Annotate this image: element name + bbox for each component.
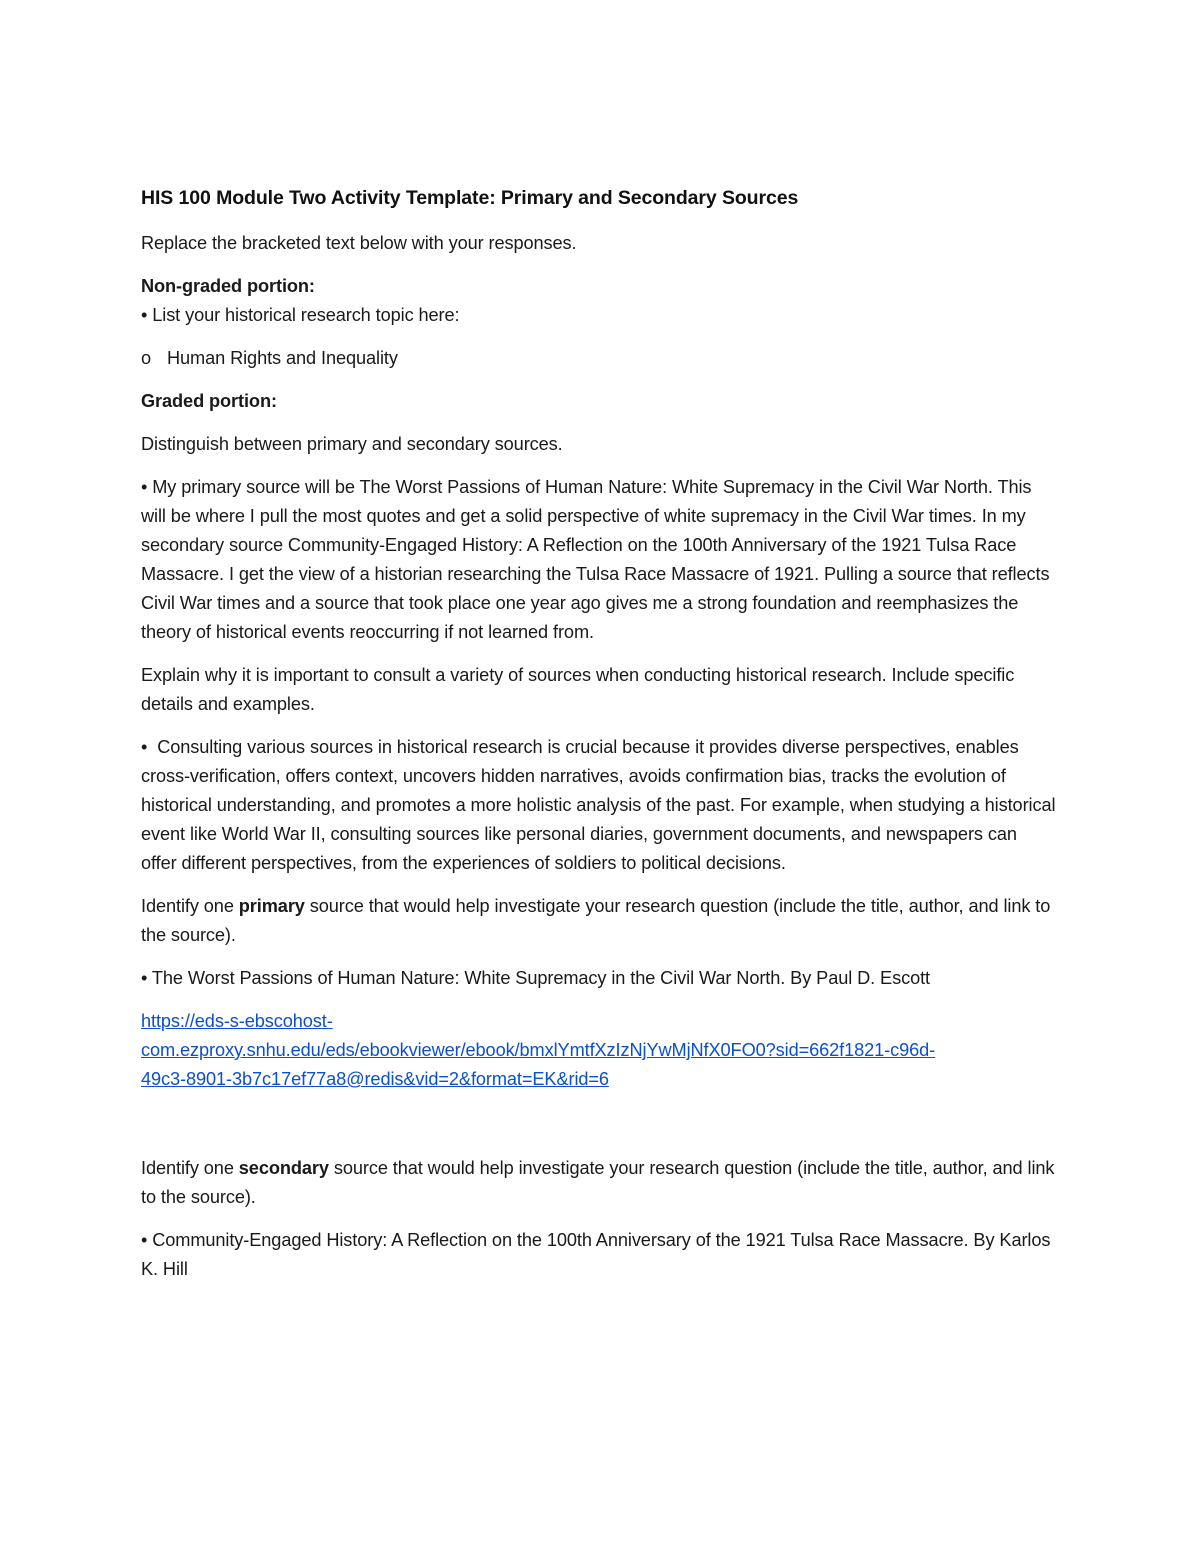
answer-1 [141,473,1056,647]
primary-source-link-line-3[interactable]: 49c3-8901-3b7c17ef77a8@redis&vid=2&format=EK&rid=6 [141,1069,609,1089]
topic-prompt-text: List your historical research topic here: [152,305,460,325]
topic-answer-text: Human Rights and Inequality [167,348,398,368]
answer-1-text: My primary source will be The Worst Passions of Human Nature: White Supremacy in the Civil War North. This will be where I pull the most quotes and get a solid perspective of white supremacy in the Civil War times. In my secondary source Community-Engaged History: A Reflection on the 100th Anniversary of the 1921 Tulsa Race Massacre. I get the view of a historian researching the Tulsa Race Massacre of 1921. Pulling a source that reflects Civil War times and a source that took place one year ago gives me a strong foundation and reemphasizes the theory of historical events reoccurring if not learned from. [141,477,1050,642]
answer-3 [141,964,1056,993]
instruction-text: Replace the bracketed text below with your responses. [141,233,577,253]
answer-4-text: Community-Engaged History: A Reflection on the 100th Anniversary of the 1921 Tulsa Race Massacre. By Karlos K. Hill [141,1230,1051,1279]
graded-heading-label: Graded portion: [141,391,277,411]
question-4-bold: secondary [238,1158,329,1178]
question-4-post: source that would help investigate your research question (include the title, author, and link to the source). [141,1158,1055,1207]
document-body [141,183,1056,1298]
question-1: Distinguish between primary and secondary sources. [141,434,563,454]
topic-prompt [141,301,1056,330]
bullet-icon: • [141,968,148,988]
primary-source-link-line-2[interactable]: com.ezproxy.snhu.edu/eds/ebookviewer/ebook/bmxlYmtfXzIzNjYwMjNfX0FO0?sid=662f1821-c96d- [141,1040,936,1060]
answer-3-text: The Worst Passions of Human Nature: White Supremacy in the Civil War North. By Paul D. Escott [151,968,930,988]
graded-heading [141,387,1056,416]
non-graded-heading [141,272,1056,301]
bullet-icon: • [141,1230,148,1250]
question-4-pre: Identify one [141,1158,239,1178]
answer-2 [141,733,1056,878]
question-2: Explain why it is important to consult a variety of sources when conducting historical research. Include specific details and examples. [141,665,1015,714]
question-4 [141,1154,1056,1212]
sub-bullet-icon: o [141,348,152,368]
answer-4 [141,1226,1056,1284]
answer-2-text: Consulting various sources in historical research is crucial because it provides diverse perspectives, enables cross-verification, offers context, uncovers hidden narratives, avoids confirmation bias, tracks the evolution of historical understanding, and promotes a more holistic analysis of the past. For example, when studying a historical event like World War II, consulting sources like personal diaries, government documents, and newspapers can offer different perspectives, from the experiences of soldiers to political decisions. [141,737,1056,873]
non-graded-heading-label: Non-graded portion: [141,276,315,296]
question-3-bold: primary [238,896,305,916]
primary-source-link[interactable] [141,1007,1056,1094]
bullet-icon: • [141,477,148,497]
topic-answer [141,344,1056,373]
blank-line [141,1108,1056,1154]
bullet-icon: • [141,737,148,757]
question-3-post: source that would help investigate your research question (include the title, author, and link to the source). [141,896,1051,945]
question-3 [141,892,1056,950]
primary-source-link-line-1[interactable]: https://eds-s-ebscohost- [141,1011,333,1031]
bullet-icon: • [141,305,148,325]
question-3-pre: Identify one [141,896,239,916]
document-title: HIS 100 Module Two Activity Template: Primary and Secondary Sources [141,187,799,209]
